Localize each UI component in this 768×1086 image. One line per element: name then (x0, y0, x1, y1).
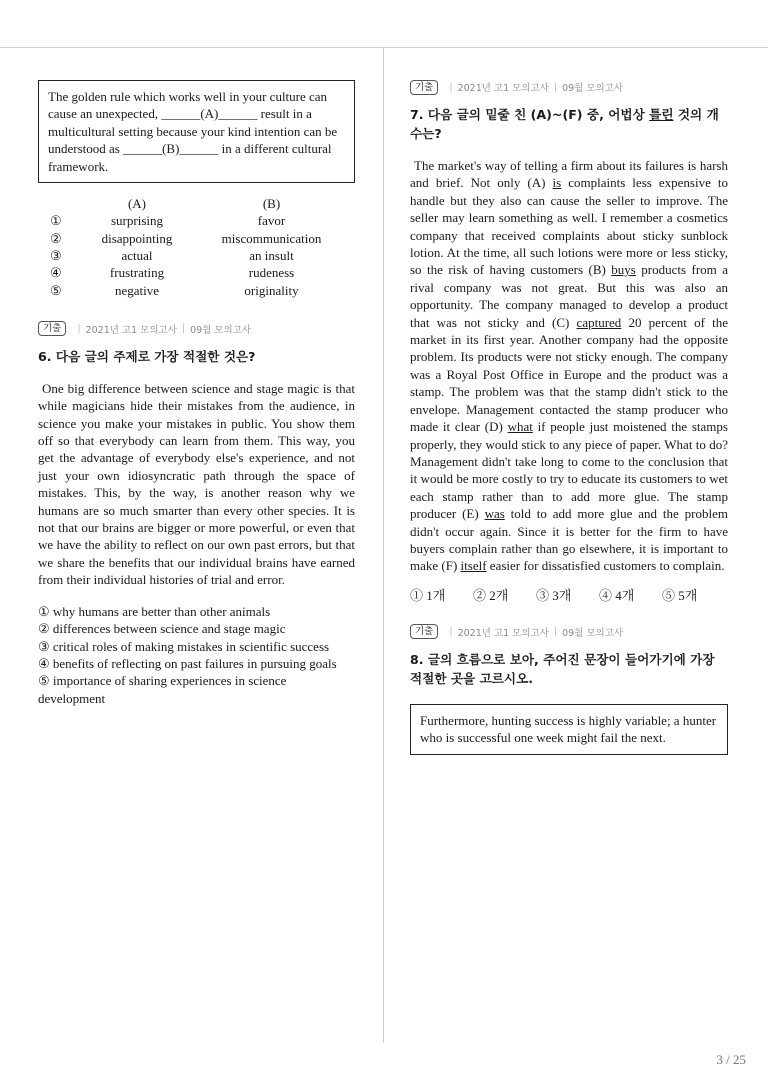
choice-a: disappointing (101, 230, 173, 246)
q7-answers (410, 587, 728, 604)
right-column (410, 79, 728, 755)
q8-month: 09월 모의고사 (562, 627, 624, 639)
q7-title-post: 것의 개수는? (410, 107, 719, 141)
q7-underline-f: itself (460, 558, 487, 574)
q7-tag: 기출 (410, 80, 438, 95)
q7-answer[interactable]: ③ 3개 (536, 587, 572, 603)
q7-text: 20 percent of the market in its first year. Another company had the opposite problem. Its products were not sticky enough. The company was a Royal Post Office in Europe and the product was a stamp. The problem was that the stamp didn't stick to the envelope. Management contacted the stamp producer who made it clear (D) (410, 314, 728, 435)
left-column (38, 80, 355, 707)
q7-answer[interactable]: ② 2개 (473, 587, 509, 603)
q7-underline-e: was (484, 506, 505, 522)
choice-header-b: (B) (262, 196, 281, 212)
q6-options (38, 603, 355, 707)
choice-b: favor (257, 213, 286, 229)
q7-title-pre: 7. 다음 글의 밑줄 친 (A)~(F) 중, 어법상 (410, 107, 650, 122)
column-divider (383, 48, 384, 1043)
q7-text: easier for dissatisfied customers to complain. (486, 558, 725, 574)
q6-option[interactable]: ⑤ importance of sharing experiences in science development (38, 673, 287, 706)
q6-source-row: 기출 | 2021년 고1 모의고사 | 09월 모의고사 (38, 321, 355, 337)
choice-a: frustrating (109, 265, 165, 281)
choice-a: actual (121, 247, 153, 263)
q8-title: 8. 글의 흐름으로 보아, 주어진 문장이 들어가기에 가장 적절한 곳을 고르시오. (410, 651, 715, 686)
choice-row[interactable] (38, 264, 355, 281)
q7-month: 09월 모의고사 (562, 83, 624, 94)
choice-row[interactable] (38, 230, 355, 247)
q7-answer[interactable]: ④ 4개 (599, 587, 635, 603)
q7-answer[interactable]: ① 1개 (410, 587, 446, 603)
q7-passage (410, 157, 728, 575)
choice-number: ⑤ (50, 282, 62, 298)
q7-year: 2021년 고1 모의고사 (457, 83, 549, 94)
q6-option[interactable]: ② differences between science and stage magic (38, 621, 286, 637)
choice-b: originality (244, 282, 299, 298)
q8-tag: 기출 (410, 624, 438, 639)
choice-header-a: (A) (127, 196, 147, 212)
q8-year: 2021년 고1 모의고사 (457, 627, 549, 639)
choice-row[interactable] (38, 282, 355, 299)
choice-a: surprising (111, 213, 163, 229)
q7-text: products from a rival company was not great. But this was also an opportunity. The company managed to develop a product that was not sticky and (C) (410, 262, 728, 330)
header-rule (0, 47, 768, 48)
q6-passage: One big difference between science and stage magic is that while magicians hide their mistakes from the audience, in science you make your mistakes in public. You show them off so that everybody can learn from them. This way, you get the advantage of everybody else's experience, and not just your own idiosyncratic path through the space of mistakes. This, by the way, is another reason why we humans are so much smarter than every other species. It is not that our brains are bigger or more powerful, or even that we have the ability to reflect on our own past errors, but that we share the benefits that our individual brains have earned from their individual histories of trial and error. (38, 380, 355, 588)
q8-source-row: 기출 | 2021년 고1 모의고사 | 09월 모의고사 (410, 624, 728, 640)
q8-given-sentence: Furthermore, hunting success is highly variable; a hunter who is successful one week might fail the next. (410, 704, 728, 755)
choice-row[interactable] (38, 247, 355, 264)
q7-answer[interactable]: ⑤ 5개 (662, 587, 698, 603)
choice-b: rudeness (248, 265, 295, 281)
q7-source-row: 기출 | 2021년 고1 모의고사 | 09월 모의고사 (410, 79, 728, 95)
q6-tag: 기출 (38, 321, 66, 336)
q6-option[interactable]: ④ benefits of reflecting on past failures in pursuing goals (38, 655, 337, 671)
choice-table (38, 195, 355, 299)
q7-text: complaints less expensive to handle but they also can cause the seller to improve. The seller may learn something as well. I remember a cosmetics company that received complaints about sticky sunblock lotion. At the time, all such lotions were more or less sticky, so the risk of having customers (B) (410, 175, 729, 278)
q7-title-underlined: 틀린 (649, 107, 674, 122)
q6-option[interactable]: ① why humans are better than other animals (38, 603, 271, 619)
choice-b: an insult (249, 247, 294, 263)
q6-month: 09월 모의고사 (190, 324, 252, 336)
q7-text: if people just moistened the stamps properly, they would stick to any piece of paper. What to do? Management didn't take long to come to the conclusion that it would be more costly to try to educate its customers to wet each stamp rather than to add more glue. The stamp producer (E) (410, 419, 728, 522)
choice-number: ④ (50, 265, 62, 281)
q7-underline-d: what (507, 419, 533, 435)
choice-number: ② (50, 230, 62, 246)
choice-b: miscommunication (221, 230, 322, 246)
summary-box: The golden rule which works well in your culture can cause an unexpected, ______(A)______ result in a multicultural setting because your kind intention can be understood as ______(B)______ in a different cultural framework. (38, 80, 355, 183)
q7-underline-a: is (552, 175, 562, 191)
q6-option[interactable]: ③ critical roles of making mistakes in scientific success (38, 638, 330, 654)
choice-row[interactable] (38, 212, 355, 229)
page-number: 3 / 25 (716, 1052, 746, 1067)
choice-number: ③ (50, 247, 62, 263)
q7-underline-b: buys (611, 262, 636, 278)
choice-number: ① (50, 213, 62, 229)
q7-text: told to add more glue and the problem didn't occur again. Since it is better for the firm to have buyers complain rather than go elsewhere, it is important to make (F) (410, 506, 728, 574)
choice-header-row (38, 195, 355, 212)
q7-text: The market's way of telling a firm about its failures is harsh and brief. Not only (A) (410, 158, 728, 191)
q7-title (410, 105, 728, 143)
q7-underline-c: captured (576, 314, 622, 330)
q6-title: 6. 다음 글의 주제로 가장 적절한 것은? (38, 348, 256, 364)
choice-a: negative (114, 282, 160, 298)
q6-year: 2021년 고1 모의고사 (85, 324, 177, 336)
